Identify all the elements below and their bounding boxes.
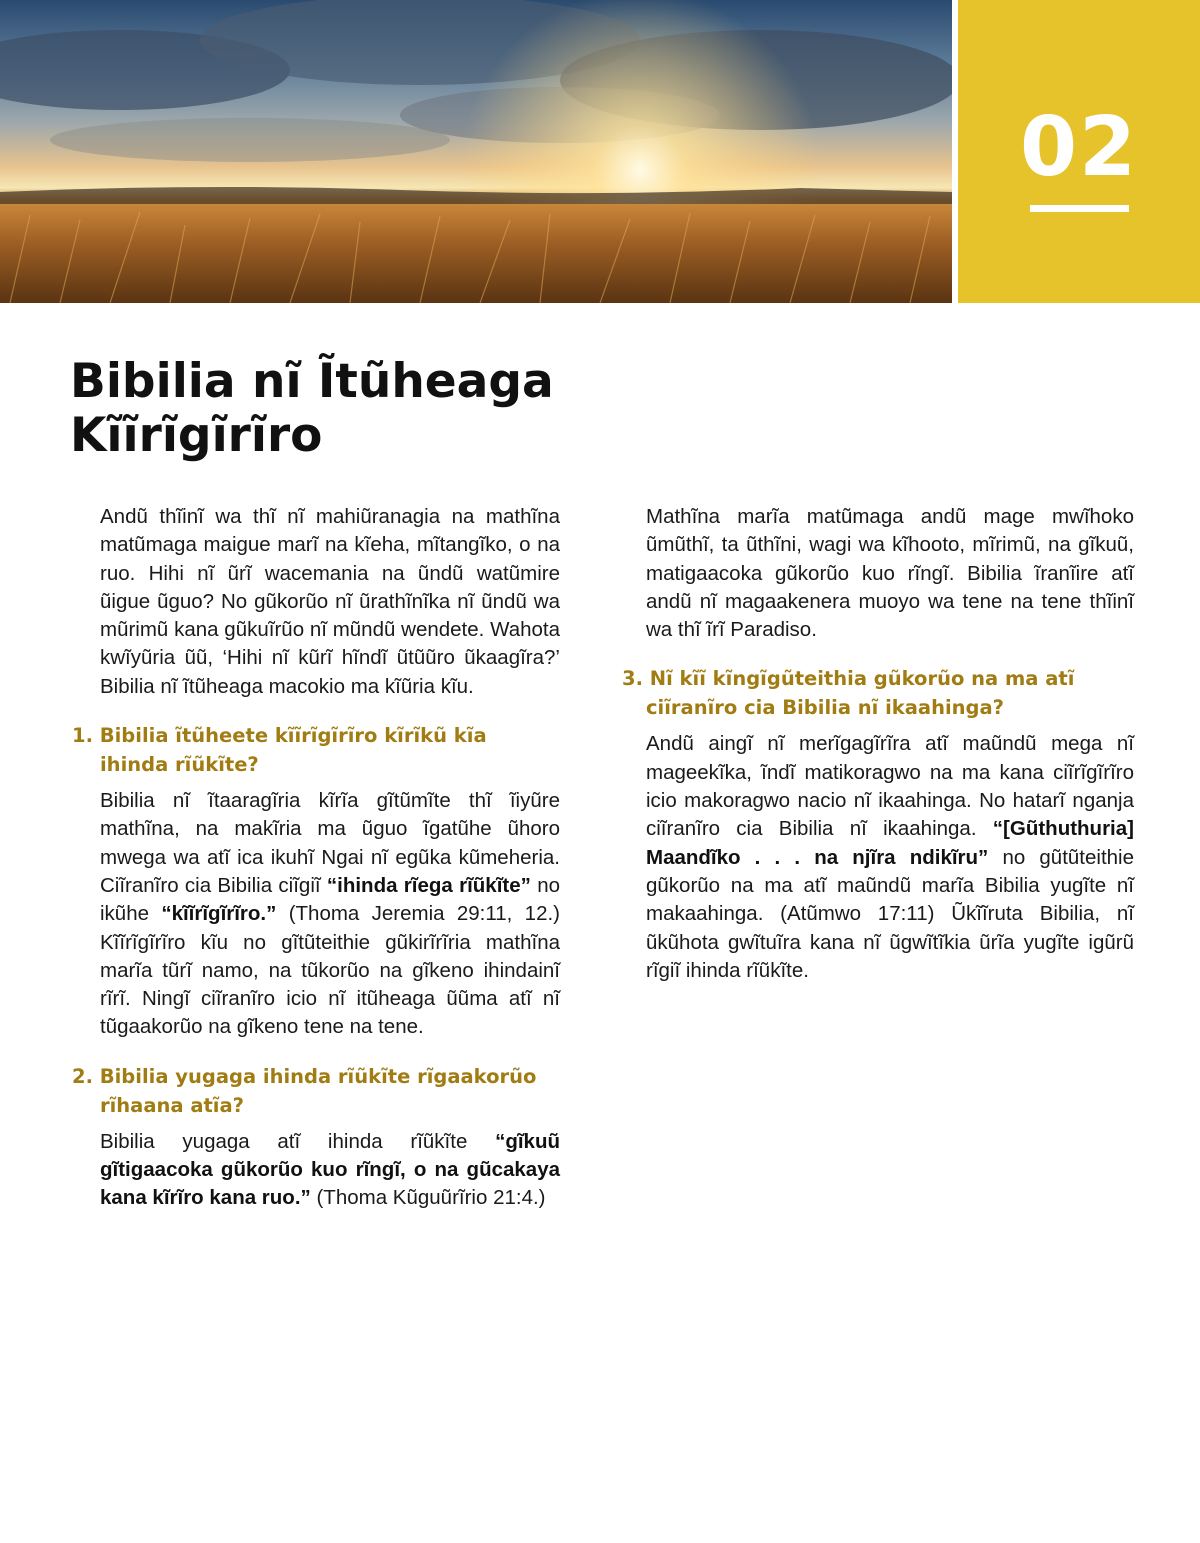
answer-1-text-c: (Thoma Jeremia 29:11, 12.) Kĩĩrĩgĩrĩro kĩu no gĩtũteithie gũkirĩrĩria mathĩna marĩa tũrĩ namo, na tũkorũo na gĩkeno ihindainĩ rĩrĩ. Ningĩ ciĩranĩro icio nĩ itũheaga ũũma atĩ nĩ tũgaakorũo na gĩkeno tene na tene. xyxy=(100,902,560,1039)
answer-1 xyxy=(100,787,560,1042)
right-column xyxy=(622,503,1134,1005)
question-3: 3. Nĩ kĩĩ kĩngĩgũteithia gũkorũo na ma atĩ ciĩranĩro cia Bibilia nĩ ikaahinga? xyxy=(622,667,1075,720)
left-column xyxy=(72,503,560,1233)
chapter-number: 02 xyxy=(1019,100,1139,195)
answer-2-text-a: Bibilia yugaga atĩ ihinda rĩũkĩte xyxy=(100,1129,496,1153)
answer-2-bold-a: “gĩkuũ gĩtigaacoka gũkorũo kuo rĩngĩ, o na gũcakaya kana kĩrĩro kana ruo.” xyxy=(100,1129,560,1210)
chapter-underline xyxy=(1030,205,1129,212)
page-title xyxy=(70,355,770,463)
chapter-badge xyxy=(958,0,1200,303)
page-title-line1: Bibilia nĩ Ĩtũheaga xyxy=(70,354,554,409)
page-title-line2: Kĩĩrĩgĩrĩro xyxy=(70,408,323,463)
answer-2 xyxy=(100,1128,560,1213)
intro-paragraph: Andũ thĩinĩ wa thĩ nĩ mahiũranagia na mathĩna matũmaga maigue marĩ na kĩeha, mĩtangĩko, o na ruo. Hihi nĩ ũrĩ wacemania na ũndũ watũmire ũigue ũguo? No gũkorũo nĩ ũrathĩnĩka nĩ ũndũ wa mũrimũ kana gũkuĩrũo nĩ mũndũ wendete. Wahota kwĩyũria ũũ, ‘Hihi nĩ kũrĩ hĩndĩ ũtũũro ũkaagĩra?’ Bibilia nĩ ĩtũheaga macokio ma kĩũria kĩu. xyxy=(100,505,560,698)
wheat-field-sunset-image xyxy=(0,0,952,303)
answer-1-text-b: no ikũhe xyxy=(100,873,560,926)
answer-2-text-b: (Thoma Kũguũrĩrio 21:4.) xyxy=(310,1186,546,1210)
answer-3-text-b: no gũtũteithie gũkorũo na ma atĩ maũndũ marĩa Bibilia yugĩte nĩ makaahinga. (Atũmwo 17:11) Ũkĩĩruta Bibilia, nĩ ũkũhota gwĩtuĩra kana nĩ ũgwĩtĩkia ũrĩa yugĩte igũrũ rĩgiĩ ihinda rĩũkĩte. xyxy=(646,845,1135,982)
question-1: 1. Bibilia ĩtũheete kĩĩrĩgĩrĩro kĩrĩkũ kĩa ihinda rĩũkĩte? xyxy=(72,724,487,777)
answer-3-bold-a: “[Gũthuthuria] Maandĩko . . . na njĩra ndikĩru” xyxy=(646,817,1134,869)
answer-2-continued: Mathĩna marĩa matũmaga andũ mage mwĩhoko ũmũthĩ, ta ũthĩni, wagi wa kĩhooto, mĩrimũ, na gĩkuũ, matigaacoka gũkorũo kuo rĩngĩ. Bibilia ĩranĩire atĩ andũ nĩ magaakenera muoyo wa tene na tene thĩinĩ wa thĩ ĩrĩ Paradiso. xyxy=(646,505,1134,642)
answer-1-bold-a: “ihinda rĩega rĩũkĩte” xyxy=(326,873,531,897)
question-2: 2. Bibilia yugaga ihinda rĩũkĩte rĩgaakorũo rĩhaana atĩa? xyxy=(72,1064,537,1117)
answer-1-bold-b: “kĩĩrĩgĩrĩro.” xyxy=(161,902,277,926)
header-photo xyxy=(0,0,952,303)
answer-3 xyxy=(646,730,1134,985)
answer-1-text-a: Bibilia nĩ ĩtaaragĩria kĩrĩa gĩtũmĩte thĩ ĩiyũre mathĩna, na makĩria ma ũguo ĩgatũhe ũhoro mwega wa atĩ ica ikuhĩ Ngai nĩ egũka kũmeheria. Ciĩranĩro cia Bibilia ciĩgiĩ xyxy=(100,789,560,897)
answer-3-text-a: Andũ aingĩ nĩ merĩgagĩrĩra atĩ maũndũ mega nĩ mageekĩka, ĩndĩ matikoragwo na ma kana ciĩrĩgĩrĩro icio makoragwo nacio nĩ ikaahinga. No hatarĩ nganja ciĩranĩro cia Bibilia nĩ ikaahinga. xyxy=(646,732,1134,841)
